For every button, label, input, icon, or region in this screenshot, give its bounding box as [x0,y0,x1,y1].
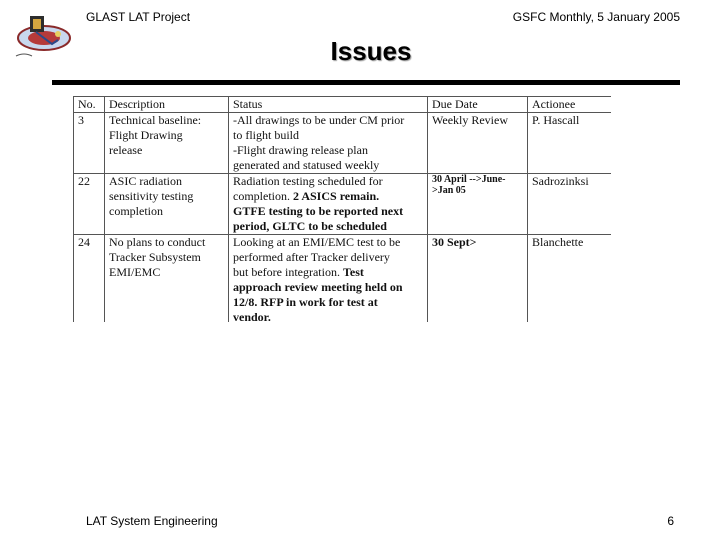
title-divider [52,80,680,85]
project-name: GLAST LAT Project [86,10,191,24]
page-title: Issues [330,36,412,66]
meeting-date: GSFC Monthly, 5 January 2005 [512,10,680,24]
column-header-description: Description [105,97,229,113]
status-line: period, GLTC to be scheduled [233,219,387,233]
cell-due-date: 30 April -->June- >Jan 05 [428,174,528,235]
column-header-status: Status [229,97,428,113]
page-number: 6 [667,514,674,528]
footer-org: LAT System Engineering [86,514,218,528]
status-line: performed after Tracker delivery [233,250,390,264]
status-line: Test [342,265,364,279]
status-line: approach review meeting held on [233,280,403,294]
cell-description: Technical baseline: Flight Drawing release [105,113,229,174]
cell-no: 3 [74,113,105,174]
issues-table-container [73,96,611,322]
column-header-due-date: Due Date [428,97,528,113]
table-header-row [74,97,612,113]
table-row [74,113,612,174]
status-line: vendor. [233,310,271,322]
issues-table [73,96,611,322]
cell-status [229,113,428,174]
cell-due-date: Weekly Review [428,113,528,174]
status-line: generated and statused weekly [233,158,380,172]
status-line: completion. [233,189,293,203]
status-line: GTFE testing to be reported next [233,204,404,218]
cell-no: 24 [74,235,105,323]
cell-status [229,174,428,235]
cell-actionee: P. Hascall [528,113,612,174]
cell-actionee: Sadrozinksi [528,174,612,235]
cell-actionee: Blanchette [528,235,612,323]
status-line: Looking at an EMI/EMC test to be [233,235,401,249]
status-line: -All drawings to be under CM prior [233,113,405,127]
table-row [74,174,612,235]
status-line: 12/8. RFP in work for test at [233,295,378,309]
cell-description: ASIC radiation sensitivity testing completion [105,174,229,235]
table-row [74,235,612,323]
status-line: -Flight drawing release plan [233,143,368,157]
status-line: Radiation testing scheduled for [233,174,383,188]
status-line: but before integration. [233,265,343,279]
issues-table-body [74,113,612,323]
cell-description: No plans to conduct Tracker Subsystem EMI/EMC [105,235,229,323]
cell-due-date: 30 Sept> [428,235,528,323]
status-line: to flight build [233,128,299,142]
cell-no: 22 [74,174,105,235]
column-header-actionee: Actionee [528,97,612,113]
status-line: 2 ASICS remain. [293,189,380,203]
cell-status [229,235,428,323]
column-header-no: No. [74,97,105,113]
